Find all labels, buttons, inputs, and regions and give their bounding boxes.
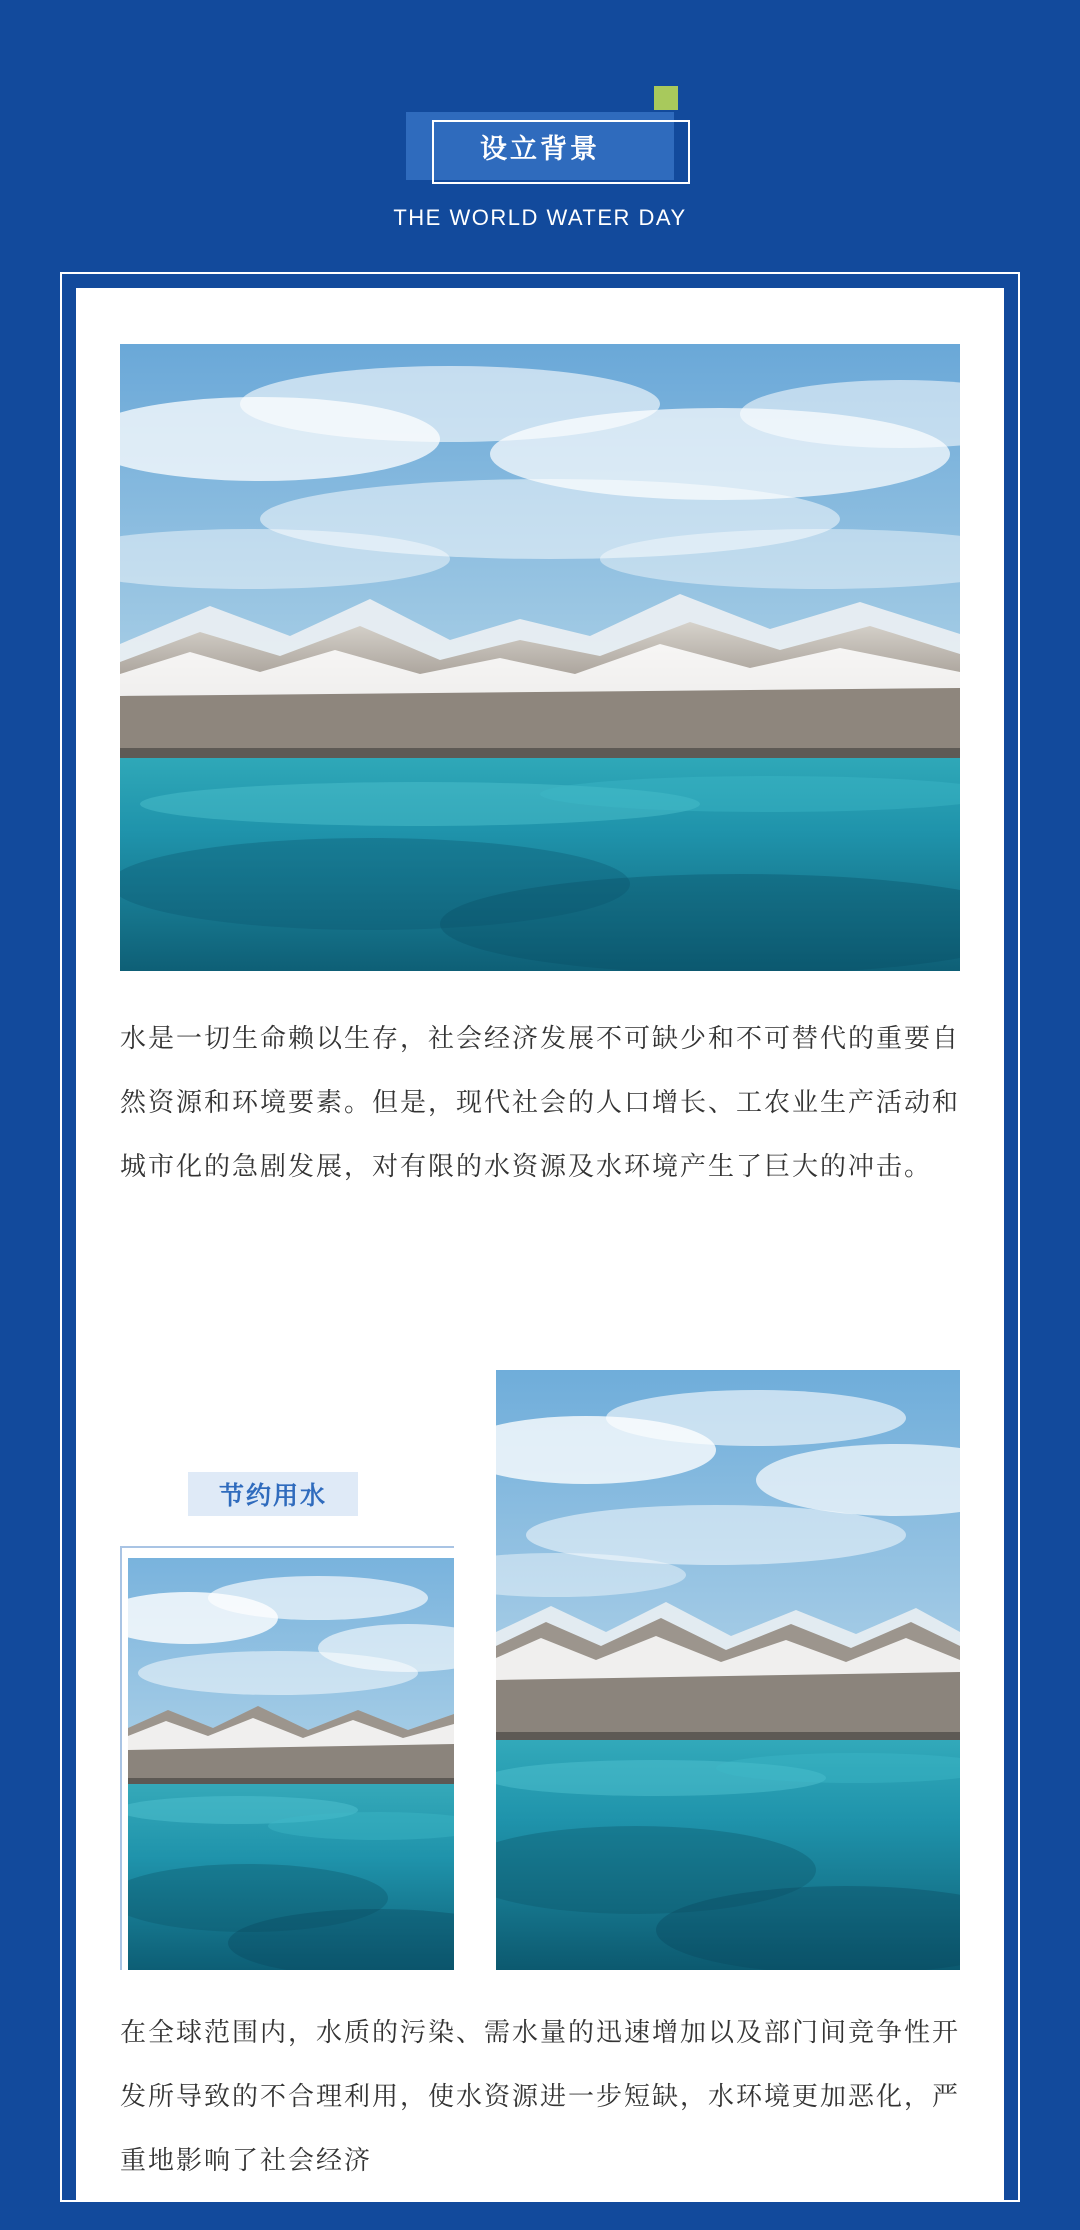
section-label: 节约用水 — [218, 1482, 327, 1510]
small-photo-image — [128, 1558, 454, 1970]
title-badge — [406, 112, 674, 180]
secondary-photo-image — [496, 1370, 960, 1970]
small-photo — [128, 1558, 454, 1970]
hero-photo-image — [120, 344, 960, 971]
paragraph-2: 在全球范围内，水质的污染、需水量的迅速增加以及部门间竞争性开发所导致的不合理利用，使水资源进一步短缺，水环境更加恶化，严重地影响了社会经济 — [120, 2017, 961, 2175]
paragraph-1: 水是一切生命赖以生存，社会经济发展不可缺少和不可替代的重要自然资源和环境要素。但是，现代社会的人口增长、工农业生产活动和城市化的急剧发展，对有限的水资源及水环境产生了巨大的冲击。 — [120, 1023, 961, 1181]
page-title: 设立背景 — [480, 133, 600, 164]
hero-photo — [120, 344, 960, 971]
page-subtitle: THE WORLD WATER DAY — [393, 205, 687, 230]
accent-square-icon — [654, 86, 678, 110]
page-header — [0, 0, 1080, 268]
secondary-photo — [496, 1370, 960, 1970]
